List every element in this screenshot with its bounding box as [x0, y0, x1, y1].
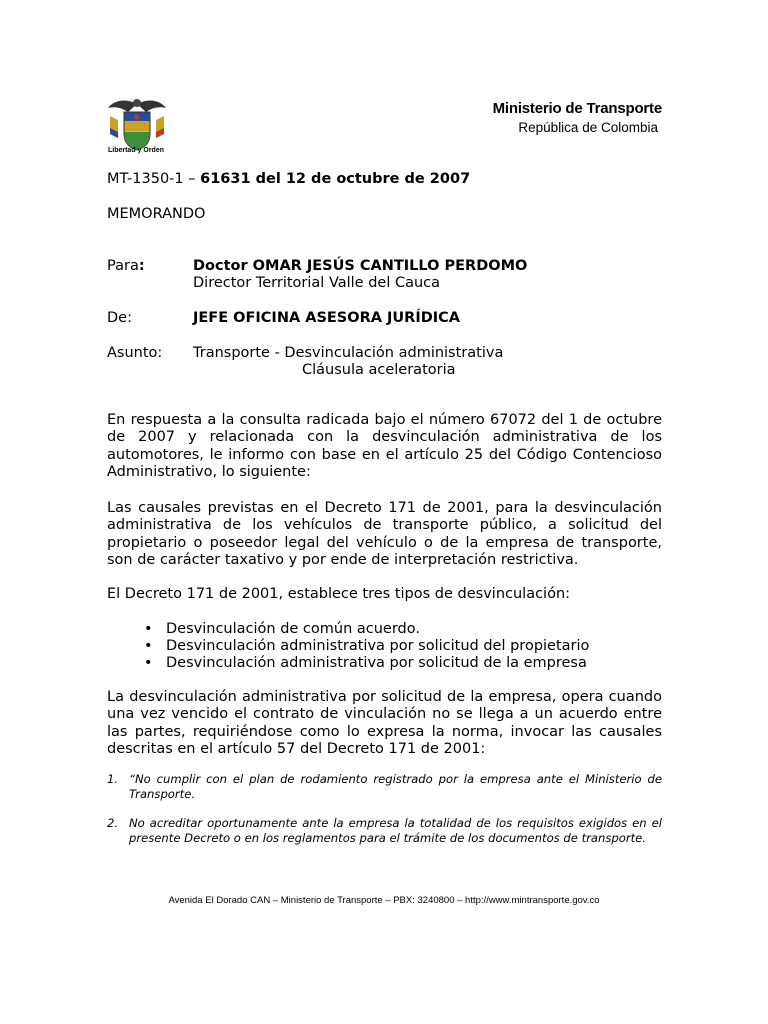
logo-motto: Libertad y Orden [107, 147, 164, 154]
condor-left-wing [108, 101, 137, 112]
item-text: “No cumplir con el plan de rodamiento registrado por la empresa ante el Ministerio de Transporte. [129, 772, 662, 801]
bullet-text: Desvinculación administrativa por solicitud del propietario [166, 638, 590, 654]
list-item [144, 655, 587, 672]
condor-head [133, 99, 141, 107]
bullet-icon: • [144, 638, 153, 654]
subject-line-1: Transporte - Desvinculación administrativa [193, 345, 504, 361]
org-title: Ministerio de Transporte [492, 100, 662, 117]
from-label: De: [107, 310, 132, 326]
para-label [107, 258, 145, 275]
doc-type: MEMORANDO [107, 206, 206, 222]
shield-middle [125, 122, 150, 131]
condor-right-wing [137, 101, 166, 112]
paragraph-1: En respuesta a la consulta radicada bajo el número 67072 del 1 de octubre de 2007 y relacionada con la desvinculación administrativa de los automotores, le informo con base en el artículo 25 del Código Contencioso Administrativo, lo siguiente: [107, 412, 662, 481]
recipient-title: Director Territorial Valle del Cauca [193, 275, 441, 291]
list-item [144, 621, 420, 638]
para-label-text: Para [107, 258, 139, 274]
bullet-icon: • [144, 621, 153, 637]
memo-reference [107, 171, 470, 188]
page-footer: Avenida El Dorado CAN – Ministerio de Transporte – PBX: 3240800 – http://www.mintransporte.gov.co [168, 895, 600, 906]
bullet-icon: • [144, 655, 153, 671]
item-number: 1. [107, 772, 119, 786]
recipient-name: Doctor OMAR JESÚS CANTILLO PERDOMO [193, 258, 528, 274]
subject-line-2: Cláusula aceleratoria [302, 362, 456, 378]
paragraph-3: El Decreto 171 de 2001, establece tres tipos de desvinculación: [107, 586, 571, 602]
org-subtitle: República de Colombia [518, 120, 658, 135]
para-label-colon: : [138, 258, 145, 274]
paragraph-4: La desvinculación administrativa por solicitud de la empresa, opera cuando una vez vencido el contrato de vinculación no se llega a un acuerdo entre las partes, requiriéndose como lo expresa la norma, invocar las causales descritas en el artículo 57 del Decreto 171 de 2001: [107, 689, 662, 758]
subject-label: Asunto: [107, 345, 163, 361]
letterhead [493, 100, 662, 135]
shield-pomegranate [135, 115, 140, 120]
memo-ref-number: 61631 del 12 de octubre de 2007 [200, 171, 471, 187]
bullet-text: Desvinculación administrativa por solicitud de la empresa [166, 655, 587, 671]
list-item [144, 638, 589, 655]
sender: JEFE OFICINA ASESORA JURÍDICA [193, 310, 461, 326]
paragraph-2: Las causales previstas en el Decreto 171 de 2001, para la desvinculación administrativa de los vehículos de transporte público, a solicitud del propietario o poseedor legal del vehículo o de la empresa de transporte, son de carácter taxativo y por ende de interpretación restrictiva. [107, 500, 662, 569]
memo-ref-prefix: MT-1350-1 – [107, 171, 196, 187]
item-text: No acreditar oportunamente ante la empresa la totalidad de los requisitos exigidos en el presente Decreto o en los reglamentos para el trámite de los documentos de transporte. [129, 816, 662, 845]
bullet-text: Desvinculación de común acuerdo. [166, 621, 420, 637]
item-number: 2. [107, 816, 119, 830]
